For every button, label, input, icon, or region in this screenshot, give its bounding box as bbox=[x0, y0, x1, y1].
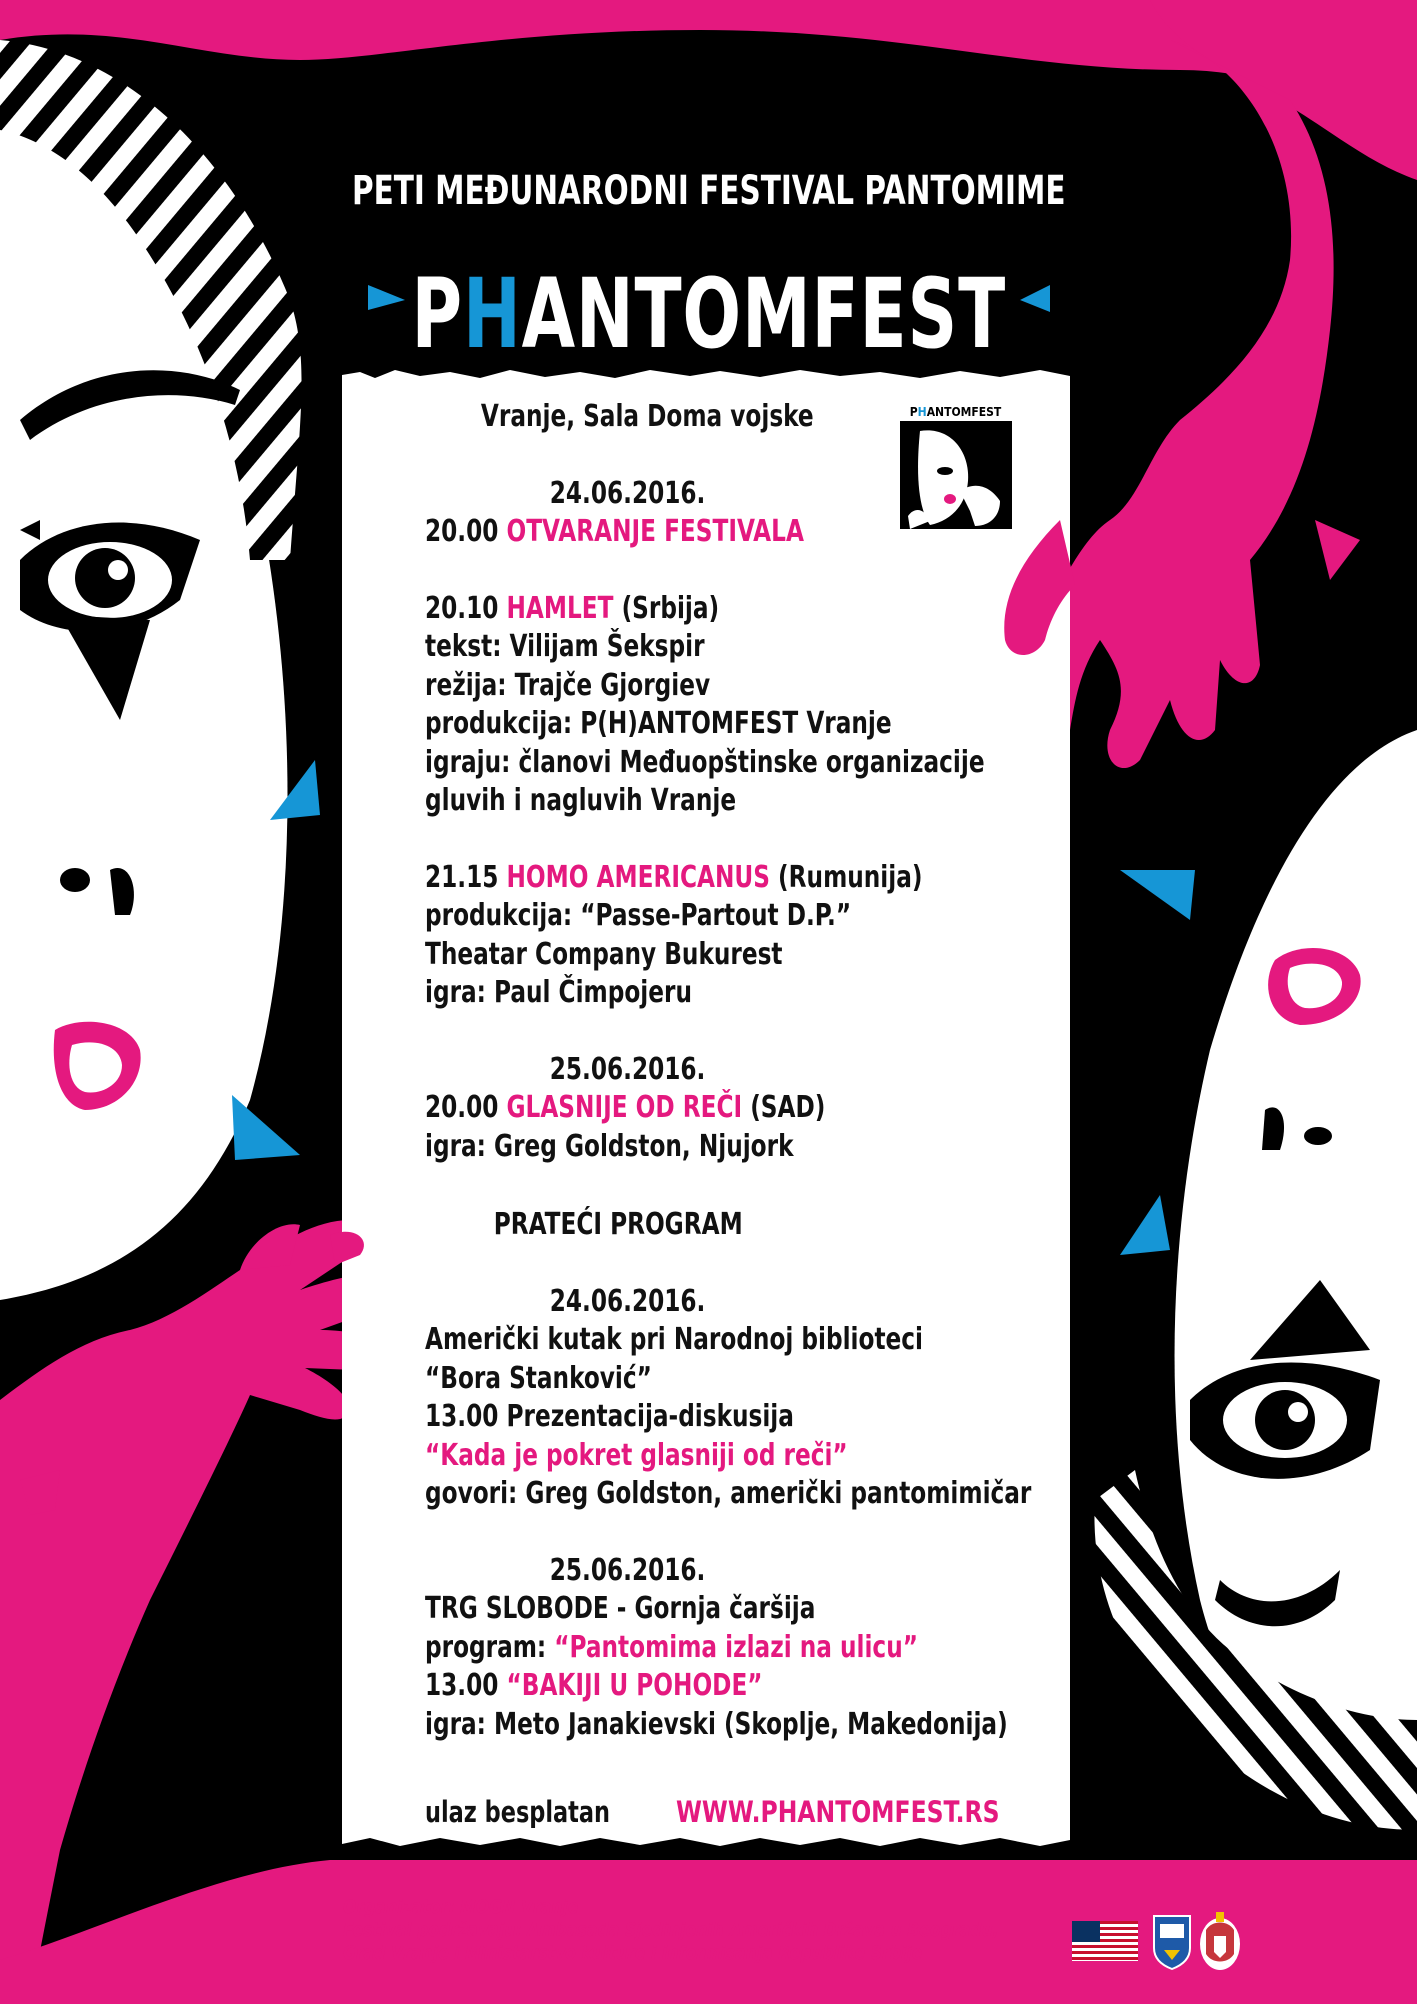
hamlet-cast-2: gluvih i nagluvih Vranje bbox=[425, 783, 737, 818]
homo-cast: igra: Paul Čimpojeru bbox=[425, 975, 692, 1010]
title-letter-p: P bbox=[411, 258, 463, 370]
side1-place-2: “Bora Stanković” bbox=[425, 1360, 652, 1396]
serbia-ministry-crest-icon bbox=[1198, 1910, 1242, 1972]
opening-line: 20.00 OTVARANJE FESTIVALA bbox=[425, 514, 804, 549]
homo-line: 21.15 HOMO AMERICANUS (Rumunija) bbox=[425, 859, 923, 895]
venue: Vranje, Sala Doma vojske bbox=[480, 399, 814, 434]
footer-organizer: Organizator: MOGN Vranje bbox=[343, 1896, 579, 1918]
glasnije-line: 20.00 GLASNIJE OD REČI (SAD) bbox=[425, 1090, 826, 1125]
phantomfest-logo: PHANTOMFEST bbox=[898, 405, 1013, 530]
day2-date: 25.06.2016. bbox=[549, 1051, 706, 1087]
side2-place: TRG SLOBODE - Gornja čaršija bbox=[425, 1591, 816, 1626]
free-entry-text: ulaz besplatan bbox=[425, 1795, 611, 1829]
title-rest: ANTOMFEST bbox=[521, 258, 1007, 370]
side2-program: program: “Pantomima izlazi na ulicu” bbox=[425, 1629, 918, 1665]
vranje-crest-icon bbox=[1150, 1912, 1194, 1970]
homo-production-1: produkcija: “Passe-Partout D.P.” bbox=[425, 898, 852, 933]
side1-event: 13.00 Prezentacija-diskusija bbox=[425, 1399, 794, 1434]
side1-speaker: govori: Greg Goldston, američki pantomimičar bbox=[425, 1476, 1032, 1511]
website-link[interactable]: WWW.PHANTOMFEST.RS bbox=[676, 1795, 1000, 1829]
us-flag-icon bbox=[1072, 1921, 1138, 1961]
festival-title bbox=[142, 258, 1276, 370]
homo-production-2: Theatar Company Bukurest bbox=[425, 936, 783, 972]
program-schedule bbox=[425, 398, 1032, 1744]
footer-supporters-2: Grad Vranje i Ministarstvo kulture i informisanja Republike Srbije bbox=[343, 1942, 923, 1964]
hamlet-director: režija: Trajče Gjorgiev bbox=[425, 667, 711, 703]
footer-credits bbox=[343, 1896, 999, 1965]
festival-subtitle: PETI MEĐUNARODNI FESTIVAL PANTOMIME bbox=[351, 168, 1066, 214]
side1-title: “Kada je pokret glasniji od reči” bbox=[425, 1437, 848, 1473]
hamlet-cast-1: igraju: članovi Međuopštinske organizacije bbox=[425, 744, 985, 780]
footer-supporters-1: Festival podržavaju: Ambasada Sjedinjenih Američkih Država u Beogradu, bbox=[343, 1919, 999, 1941]
hamlet-text: tekst: Vilijam Šekspir bbox=[425, 629, 705, 664]
side1-place-1: Američki kutak pri Narodnoj biblioteci bbox=[425, 1322, 924, 1357]
day1-date: 24.06.2016. bbox=[549, 475, 706, 511]
hamlet-production: produkcija: P(H)ANTOMFEST Vranje bbox=[425, 706, 892, 741]
title-letter-h: H bbox=[462, 258, 522, 370]
side-program-heading: PRATEĆI PROGRAM bbox=[493, 1207, 743, 1242]
hamlet-line: 20.10 HAMLET (Srbija) bbox=[425, 590, 720, 626]
side2-cast: igra: Meto Janakievski (Skoplje, Makedonija) bbox=[425, 1706, 1008, 1742]
glasnije-cast: igra: Greg Goldston, Njujork bbox=[425, 1128, 794, 1164]
side2-event: 13.00 “BAKIJI U POHODE” bbox=[425, 1668, 763, 1703]
side2-date: 25.06.2016. bbox=[549, 1552, 706, 1588]
side1-date: 24.06.2016. bbox=[549, 1283, 706, 1319]
